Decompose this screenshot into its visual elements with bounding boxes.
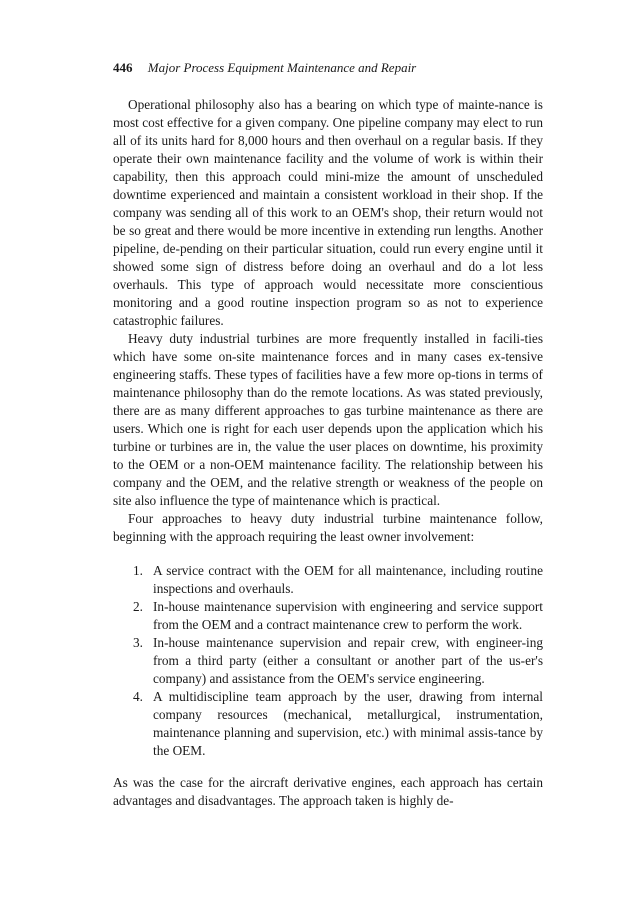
book-page <box>113 60 543 810</box>
list-item-number: 4. <box>133 689 143 704</box>
list-item-number: 1. <box>133 563 143 578</box>
list-item-number: 3. <box>133 635 143 650</box>
list-item <box>113 634 543 688</box>
paragraph-heavy-duty-turbines: Heavy duty industrial turbines are more frequently installed in facili-ties which have some on-site maintenance forces and in many cases ex-tensive engineering staffs. These types of facilities have a few more op-tions in terms of maintenance philosophy than do the remote locations. As was stated previously, there are as many different approaches to gas turbine maintenance as there are users. Which one is right for each user depends upon the application which his turbine or turbines are in, the value the user places on downtime, his proximity to the OEM or a non-OEM maintenance facility. The relationship between his company and the OEM, and the relative strength or weakness of the people on site also influence the type of maintenance which is practical. <box>113 331 543 508</box>
list-item <box>113 688 543 760</box>
paragraph-four-approaches: Four approaches to heavy duty industrial turbine maintenance follow, beginning with the approach requiring the least owner involvement: <box>113 511 543 544</box>
list-item-text: A multidiscipline team approach by the user, drawing from internal company resources (mechanical, metallurgical, instrumentation, maintenance planning and supervision, etc.) with minimal assis-tance by the OEM. <box>153 689 543 758</box>
book-title: Major Process Equipment Maintenance and Repair <box>147 60 417 75</box>
list-item <box>113 562 543 598</box>
list-item-text: In-house maintenance supervision and repair crew, with engineer-ing from a third party (either a consultant or another part of the us-er's company) and assistance from the OEM's service engineering. <box>153 635 543 686</box>
approach-list <box>113 562 543 760</box>
list-item-text: A service contract with the OEM for all maintenance, including routine inspections and overhauls. <box>153 563 543 596</box>
page-number: 446 <box>113 60 133 75</box>
list-item-number: 2. <box>133 599 143 614</box>
list-item-text: In-house maintenance supervision with engineering and service support from the OEM and a contract maintenance crew to perform the work. <box>153 599 543 632</box>
list-item <box>113 598 543 634</box>
paragraph-operational-philosophy: Operational philosophy also has a bearing on which type of mainte-nance is most cost effective for a given company. One pipeline company may elect to run all of its units hard for 8,000 hours and then overhaul on a regular basis. If they operate their own maintenance facility and the volume of work is within their capability, then this approach could mini-mize the amount of unscheduled downtime experienced and maintain a consistent workload in their shop. If the company was sending all of this work to an OEM's shop, their return would not be so great and there would be more incentive in extending run lengths. Another pipeline, de-pending on their particular situation, could run every engine until it showed some sign of distress before doing an overhaul and do a lot less overhauls. This type of approach would necessitate more conscientious monitoring and a good routine inspection program so as not to experience catastrophic failures. <box>113 97 543 328</box>
paragraph-closing: As was the case for the aircraft derivative engines, each approach has certain advantages and disadvantages. The approach taken is highly de- <box>113 775 543 808</box>
running-head <box>113 60 543 76</box>
